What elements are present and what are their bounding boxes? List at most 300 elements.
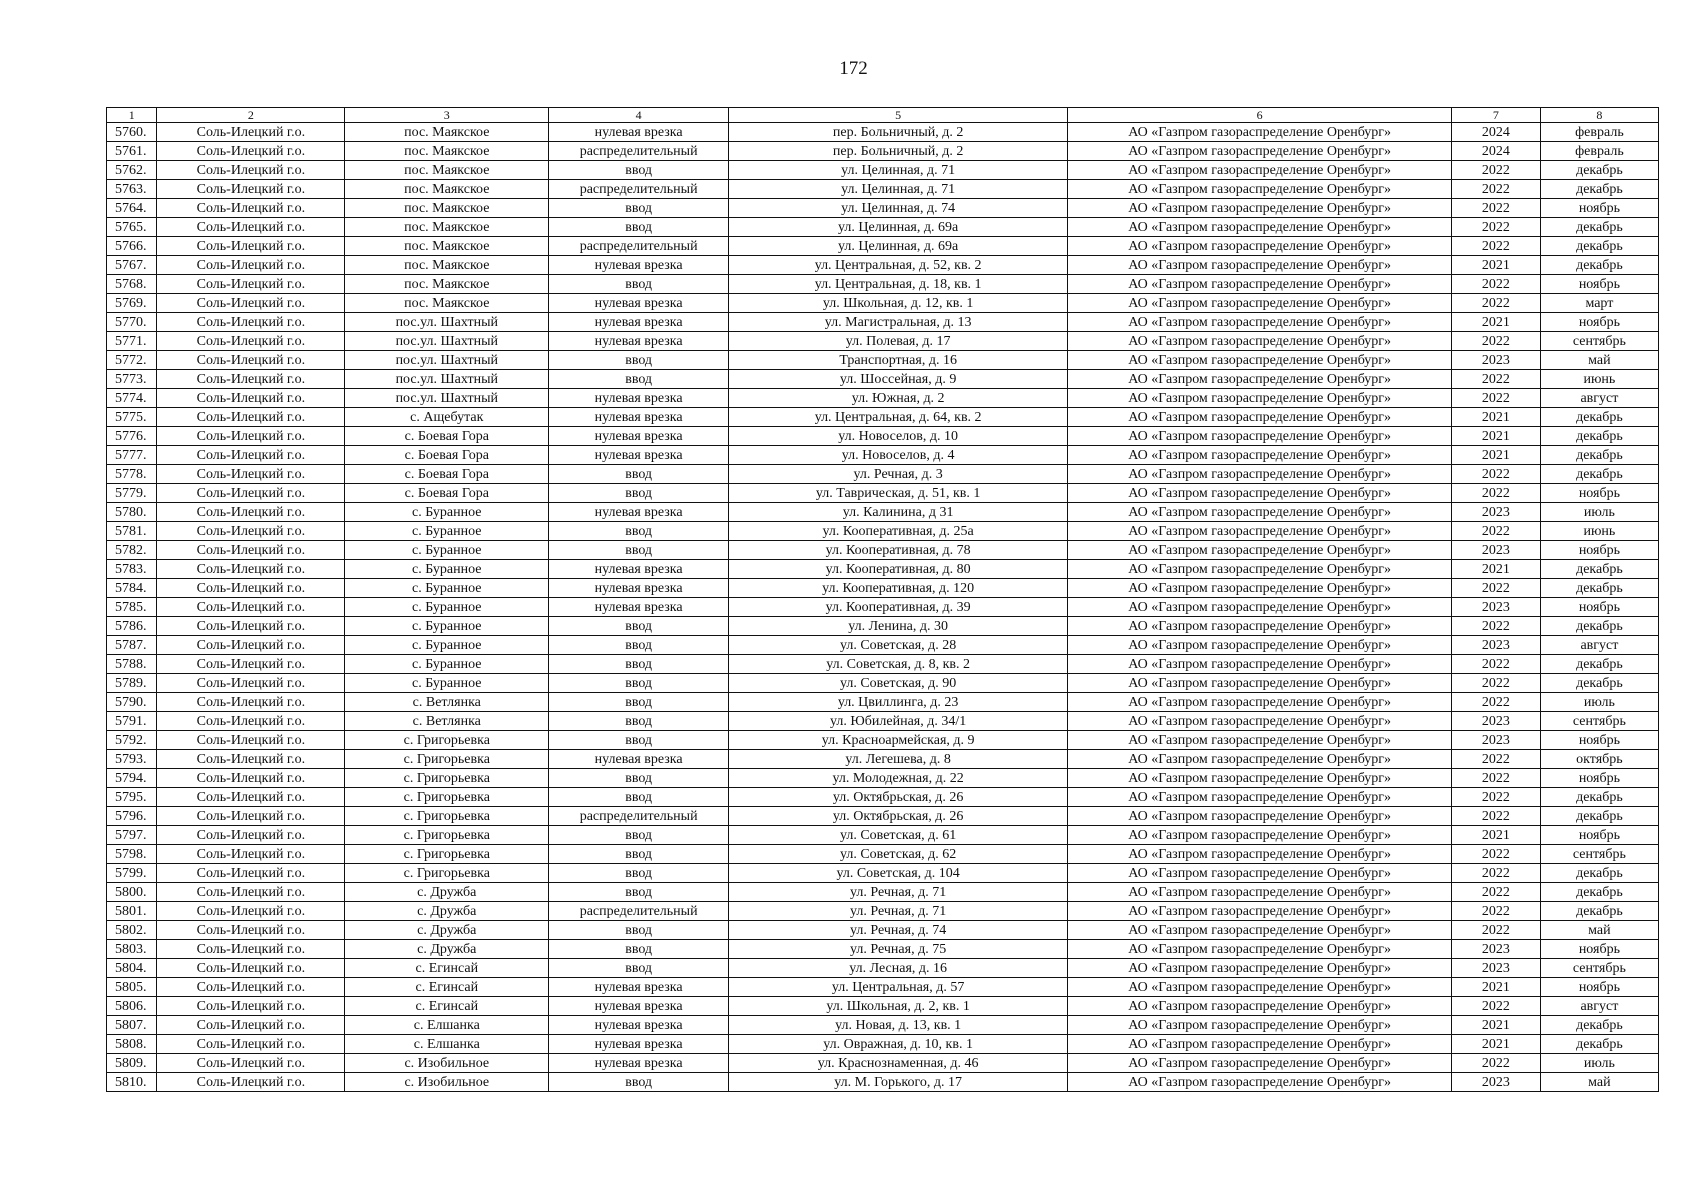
table-row	[107, 313, 1659, 332]
table-cell: 5767.	[107, 256, 157, 275]
table-cell: 2023	[1451, 731, 1540, 750]
table-cell: ул. Ленина, д. 30	[729, 617, 1068, 636]
table-cell: 2022	[1451, 579, 1540, 598]
table-cell: ул. Целинная, д. 74	[729, 199, 1068, 218]
table-row	[107, 351, 1659, 370]
table-cell: ул. Кооперативная, д. 39	[729, 598, 1068, 617]
table-cell: 2022	[1451, 655, 1540, 674]
table-cell: 5766.	[107, 237, 157, 256]
table-row	[107, 218, 1659, 237]
table-cell: Соль-Илецкий г.о.	[157, 788, 345, 807]
table-cell: Соль-Илецкий г.о.	[157, 560, 345, 579]
table-cell: ввод	[549, 636, 729, 655]
table-row	[107, 959, 1659, 978]
table-row	[107, 560, 1659, 579]
table-row	[107, 180, 1659, 199]
table-cell: 5761.	[107, 142, 157, 161]
table-cell: Соль-Илецкий г.о.	[157, 294, 345, 313]
table-cell: 5785.	[107, 598, 157, 617]
table-cell: 5770.	[107, 313, 157, 332]
table-row	[107, 845, 1659, 864]
table-cell: распределительный	[549, 902, 729, 921]
table-cell: 2021	[1451, 826, 1540, 845]
table-cell: ввод	[549, 883, 729, 902]
table-cell: 2022	[1451, 921, 1540, 940]
table-cell: ул. Речная, д. 3	[729, 465, 1068, 484]
table-cell: 2022	[1451, 788, 1540, 807]
table-cell: ул. Магистральная, д. 13	[729, 313, 1068, 332]
table-cell: 5788.	[107, 655, 157, 674]
table-cell: Соль-Илецкий г.о.	[157, 237, 345, 256]
table-cell: с. Буранное	[345, 503, 549, 522]
table-cell: Соль-Илецкий г.о.	[157, 123, 345, 142]
table-cell: 5764.	[107, 199, 157, 218]
table-cell: 5773.	[107, 370, 157, 389]
table-row	[107, 997, 1659, 1016]
table-row	[107, 522, 1659, 541]
table-row	[107, 693, 1659, 712]
table-body	[107, 123, 1659, 1092]
table-cell: пос. Маякское	[345, 218, 549, 237]
table-row	[107, 579, 1659, 598]
table-cell: с. Ветлянка	[345, 712, 549, 731]
table-cell: 5780.	[107, 503, 157, 522]
table-cell: АО «Газпром газораспределение Оренбург»	[1068, 484, 1452, 503]
table-cell: с. Буранное	[345, 541, 549, 560]
table-row	[107, 883, 1659, 902]
table-cell: ул. Центральная, д. 18, кв. 1	[729, 275, 1068, 294]
table-cell: ввод	[549, 522, 729, 541]
table-cell: 2021	[1451, 313, 1540, 332]
table-cell: пер. Больничный, д. 2	[729, 142, 1068, 161]
table-cell: 5775.	[107, 408, 157, 427]
table-cell: с. Ветлянка	[345, 693, 549, 712]
table-cell: Соль-Илецкий г.о.	[157, 1073, 345, 1092]
table-cell: декабрь	[1540, 674, 1658, 693]
table-cell: Соль-Илецкий г.о.	[157, 180, 345, 199]
table-cell: пос.ул. Шахтный	[345, 313, 549, 332]
table-row	[107, 541, 1659, 560]
table-cell: ул. Центральная, д. 52, кв. 2	[729, 256, 1068, 275]
table-cell: 2022	[1451, 484, 1540, 503]
table-cell: 2022	[1451, 294, 1540, 313]
table-cell: 2022	[1451, 218, 1540, 237]
table-cell: Соль-Илецкий г.о.	[157, 389, 345, 408]
table-cell: Соль-Илецкий г.о.	[157, 921, 345, 940]
table-cell: 2024	[1451, 123, 1540, 142]
table-cell: нулевая врезка	[549, 1016, 729, 1035]
table-cell: Соль-Илецкий г.о.	[157, 218, 345, 237]
table-cell: с. Григорьевка	[345, 769, 549, 788]
table-cell: ввод	[549, 940, 729, 959]
table-cell: 5810.	[107, 1073, 157, 1092]
table-cell: 5789.	[107, 674, 157, 693]
table-cell: АО «Газпром газораспределение Оренбург»	[1068, 1073, 1452, 1092]
table-cell: ул. Октябрьская, д. 26	[729, 807, 1068, 826]
table-cell: АО «Газпром газораспределение Оренбург»	[1068, 389, 1452, 408]
table-cell: 5793.	[107, 750, 157, 769]
table-cell: 5795.	[107, 788, 157, 807]
table-cell: АО «Газпром газораспределение Оренбург»	[1068, 1035, 1452, 1054]
table-cell: ул. Советская, д. 28	[729, 636, 1068, 655]
table-cell: 5768.	[107, 275, 157, 294]
table-row	[107, 674, 1659, 693]
table-cell: 2021	[1451, 1035, 1540, 1054]
table-row	[107, 389, 1659, 408]
table-cell: ул. Советская, д. 90	[729, 674, 1068, 693]
table-cell: ноябрь	[1540, 731, 1658, 750]
table-row	[107, 826, 1659, 845]
table-cell: Соль-Илецкий г.о.	[157, 1035, 345, 1054]
table-cell: 2022	[1451, 199, 1540, 218]
table-cell: АО «Газпром газораспределение Оренбург»	[1068, 921, 1452, 940]
table-cell: ноябрь	[1540, 769, 1658, 788]
table-cell: Соль-Илецкий г.о.	[157, 465, 345, 484]
table-cell: с. Григорьевка	[345, 750, 549, 769]
table-cell: ввод	[549, 826, 729, 845]
table-row	[107, 237, 1659, 256]
table-row	[107, 275, 1659, 294]
table-cell: АО «Газпром газораспределение Оренбург»	[1068, 465, 1452, 484]
table-cell: ул. Речная, д. 71	[729, 883, 1068, 902]
table-cell: АО «Газпром газораспределение Оренбург»	[1068, 522, 1452, 541]
table-cell: 2023	[1451, 959, 1540, 978]
table-cell: нулевая врезка	[549, 978, 729, 997]
column-header: 7	[1451, 108, 1540, 123]
table-cell: сентябрь	[1540, 712, 1658, 731]
table-cell: 2023	[1451, 712, 1540, 731]
table-row	[107, 484, 1659, 503]
column-header: 2	[157, 108, 345, 123]
table-cell: АО «Газпром газораспределение Оренбург»	[1068, 370, 1452, 389]
table-cell: 2022	[1451, 674, 1540, 693]
table-cell: АО «Газпром газораспределение Оренбург»	[1068, 750, 1452, 769]
table-cell: ул. Речная, д. 75	[729, 940, 1068, 959]
table-row	[107, 940, 1659, 959]
table-cell: распределительный	[549, 807, 729, 826]
table-cell: 2023	[1451, 351, 1540, 370]
table-cell: с. Боевая Гора	[345, 427, 549, 446]
table-cell: АО «Газпром газораспределение Оренбург»	[1068, 845, 1452, 864]
table-cell: АО «Газпром газораспределение Оренбург»	[1068, 959, 1452, 978]
table-cell: Соль-Илецкий г.о.	[157, 864, 345, 883]
table-cell: 2022	[1451, 370, 1540, 389]
table-cell: 2022	[1451, 389, 1540, 408]
table-cell: 2022	[1451, 807, 1540, 826]
column-header: 4	[549, 108, 729, 123]
table-cell: декабрь	[1540, 1035, 1658, 1054]
table-cell: АО «Газпром газораспределение Оренбург»	[1068, 1016, 1452, 1035]
table-cell: 2023	[1451, 636, 1540, 655]
table-row	[107, 503, 1659, 522]
table-cell: нулевая врезка	[549, 294, 729, 313]
table-cell: с. Елшанка	[345, 1016, 549, 1035]
table-cell: 2023	[1451, 1073, 1540, 1092]
table-cell: 5772.	[107, 351, 157, 370]
table-row	[107, 256, 1659, 275]
table-cell: ввод	[549, 161, 729, 180]
table-cell: с. Буранное	[345, 560, 549, 579]
table-cell: 2022	[1451, 161, 1540, 180]
table-cell: с. Дружба	[345, 902, 549, 921]
table-cell: ноябрь	[1540, 598, 1658, 617]
table-cell: 5792.	[107, 731, 157, 750]
table-cell: Соль-Илецкий г.о.	[157, 769, 345, 788]
table-cell: АО «Газпром газораспределение Оренбург»	[1068, 674, 1452, 693]
table-cell: ул. Целинная, д. 69а	[729, 237, 1068, 256]
table-cell: 5803.	[107, 940, 157, 959]
table-cell: с. Егинсай	[345, 997, 549, 1016]
table-cell: 5769.	[107, 294, 157, 313]
table-cell: Соль-Илецкий г.о.	[157, 693, 345, 712]
table-cell: июнь	[1540, 522, 1658, 541]
table-cell: пер. Больничный, д. 2	[729, 123, 1068, 142]
table-cell: 2022	[1451, 1054, 1540, 1073]
table-cell: ввод	[549, 199, 729, 218]
table-row	[107, 142, 1659, 161]
table-cell: с. Егинсай	[345, 978, 549, 997]
table-cell: с. Буранное	[345, 598, 549, 617]
table-cell: ноябрь	[1540, 978, 1658, 997]
table-row	[107, 750, 1659, 769]
table-cell: нулевая врезка	[549, 1035, 729, 1054]
table-row	[107, 598, 1659, 617]
table-cell: ввод	[549, 769, 729, 788]
table-cell: пос.ул. Шахтный	[345, 332, 549, 351]
table-cell: 5799.	[107, 864, 157, 883]
table-cell: 5806.	[107, 997, 157, 1016]
table-cell: декабрь	[1540, 864, 1658, 883]
table-cell: 5798.	[107, 845, 157, 864]
table-row	[107, 807, 1659, 826]
table-cell: ул. Кооперативная, д. 80	[729, 560, 1068, 579]
table-row	[107, 446, 1659, 465]
table-cell: ввод	[549, 541, 729, 560]
table-cell: 2022	[1451, 845, 1540, 864]
table-row	[107, 1073, 1659, 1092]
table-cell: Соль-Илецкий г.о.	[157, 161, 345, 180]
table-cell: Соль-Илецкий г.о.	[157, 1016, 345, 1035]
table-cell: АО «Газпром газораспределение Оренбург»	[1068, 940, 1452, 959]
table-cell: Соль-Илецкий г.о.	[157, 484, 345, 503]
table-cell: ул. Краснознаменная, д. 46	[729, 1054, 1068, 1073]
table-row	[107, 1016, 1659, 1035]
table-cell: 2022	[1451, 750, 1540, 769]
table-cell: ул. М. Горького, д. 17	[729, 1073, 1068, 1092]
table-row	[107, 199, 1659, 218]
table-cell: ул. Центральная, д. 64, кв. 2	[729, 408, 1068, 427]
table-cell: нулевая врезка	[549, 446, 729, 465]
table-cell: ноябрь	[1540, 826, 1658, 845]
table-cell: АО «Газпром газораспределение Оренбург»	[1068, 731, 1452, 750]
table-cell: с. Григорьевка	[345, 845, 549, 864]
table-row	[107, 864, 1659, 883]
table-cell: 2022	[1451, 332, 1540, 351]
table-cell: май	[1540, 1073, 1658, 1092]
table-cell: 2022	[1451, 522, 1540, 541]
table-cell: Соль-Илецкий г.о.	[157, 807, 345, 826]
table-row	[107, 902, 1659, 921]
table-cell: 5771.	[107, 332, 157, 351]
table-row	[107, 427, 1659, 446]
table-cell: АО «Газпром газораспределение Оренбург»	[1068, 256, 1452, 275]
table-cell: АО «Газпром газораспределение Оренбург»	[1068, 199, 1452, 218]
table-cell: 2023	[1451, 598, 1540, 617]
table-cell: февраль	[1540, 123, 1658, 142]
table-cell: 2021	[1451, 978, 1540, 997]
table-cell: ул. Речная, д. 71	[729, 902, 1068, 921]
table-cell: 5809.	[107, 1054, 157, 1073]
table-cell: пос.ул. Шахтный	[345, 389, 549, 408]
table-cell: АО «Газпром газораспределение Оренбург»	[1068, 294, 1452, 313]
table-cell: ул. Калинина, д 31	[729, 503, 1068, 522]
table-cell: нулевая врезка	[549, 560, 729, 579]
table-cell: пос. Маякское	[345, 180, 549, 199]
table-cell: ул. Школьная, д. 12, кв. 1	[729, 294, 1068, 313]
table-cell: АО «Газпром газораспределение Оренбург»	[1068, 541, 1452, 560]
table-cell: май	[1540, 351, 1658, 370]
table-cell: 2021	[1451, 408, 1540, 427]
table-cell: декабрь	[1540, 180, 1658, 199]
table-cell: декабрь	[1540, 617, 1658, 636]
table-cell: Соль-Илецкий г.о.	[157, 731, 345, 750]
table-cell: с. Буранное	[345, 522, 549, 541]
table-cell: ул. Советская, д. 61	[729, 826, 1068, 845]
table-cell: Соль-Илецкий г.о.	[157, 313, 345, 332]
table-cell: 5807.	[107, 1016, 157, 1035]
table-cell: ввод	[549, 370, 729, 389]
table-cell: июль	[1540, 503, 1658, 522]
table-cell: 2021	[1451, 560, 1540, 579]
table-cell: июль	[1540, 693, 1658, 712]
table-cell: Соль-Илецкий г.о.	[157, 598, 345, 617]
table-cell: пос. Маякское	[345, 123, 549, 142]
table-cell: ноябрь	[1540, 313, 1658, 332]
table-cell: ввод	[549, 921, 729, 940]
table-cell: 5805.	[107, 978, 157, 997]
table-cell: ул. Южная, д. 2	[729, 389, 1068, 408]
table-cell: 5797.	[107, 826, 157, 845]
table-cell: 5804.	[107, 959, 157, 978]
table-cell: 5762.	[107, 161, 157, 180]
table-cell: АО «Газпром газораспределение Оренбург»	[1068, 408, 1452, 427]
table-cell: Соль-Илецкий г.о.	[157, 674, 345, 693]
table-cell: пос. Маякское	[345, 199, 549, 218]
table-cell: пос. Маякское	[345, 142, 549, 161]
table-cell: Соль-Илецкий г.о.	[157, 427, 345, 446]
table-cell: ввод	[549, 218, 729, 237]
table-cell: 5790.	[107, 693, 157, 712]
table-cell: с. Боевая Гора	[345, 484, 549, 503]
table-row	[107, 788, 1659, 807]
table-cell: Соль-Илецкий г.о.	[157, 617, 345, 636]
table-cell: ввод	[549, 959, 729, 978]
table-cell: ул. Кооперативная, д. 25а	[729, 522, 1068, 541]
table-cell: Соль-Илецкий г.о.	[157, 940, 345, 959]
table-cell: 2022	[1451, 237, 1540, 256]
table-cell: Соль-Илецкий г.о.	[157, 636, 345, 655]
table-cell: АО «Газпром газораспределение Оренбург»	[1068, 997, 1452, 1016]
table-cell: Соль-Илецкий г.о.	[157, 655, 345, 674]
table-cell: АО «Газпром газораспределение Оренбург»	[1068, 560, 1452, 579]
table-cell: 5800.	[107, 883, 157, 902]
table-cell: август	[1540, 389, 1658, 408]
table-cell: 2022	[1451, 693, 1540, 712]
table-cell: 2022	[1451, 864, 1540, 883]
table-cell: АО «Газпром газораспределение Оренбург»	[1068, 978, 1452, 997]
table-cell: нулевая врезка	[549, 503, 729, 522]
table-cell: с. Григорьевка	[345, 731, 549, 750]
column-header: 5	[729, 108, 1068, 123]
table-cell: Соль-Илецкий г.о.	[157, 332, 345, 351]
table-cell: АО «Газпром газораспределение Оренбург»	[1068, 693, 1452, 712]
table-cell: ул. Молодежная, д. 22	[729, 769, 1068, 788]
table-cell: с. Дружба	[345, 940, 549, 959]
table-cell: АО «Газпром газораспределение Оренбург»	[1068, 883, 1452, 902]
table-row	[107, 769, 1659, 788]
table-cell: пос. Маякское	[345, 256, 549, 275]
table-cell: ввод	[549, 275, 729, 294]
table-cell: с. Буранное	[345, 579, 549, 598]
table-cell: с. Григорьевка	[345, 826, 549, 845]
table-cell: июль	[1540, 1054, 1658, 1073]
table-cell: пос. Маякское	[345, 161, 549, 180]
table-row	[107, 123, 1659, 142]
table-cell: нулевая врезка	[549, 256, 729, 275]
table-row	[107, 1035, 1659, 1054]
table-cell: Соль-Илецкий г.о.	[157, 541, 345, 560]
table-cell: декабрь	[1540, 579, 1658, 598]
table-cell: сентябрь	[1540, 845, 1658, 864]
table-cell: ул. Кооперативная, д. 78	[729, 541, 1068, 560]
table-cell: 2021	[1451, 256, 1540, 275]
table-row	[107, 655, 1659, 674]
table-cell: Соль-Илецкий г.о.	[157, 370, 345, 389]
table-cell: пос. Маякское	[345, 237, 549, 256]
table-cell: май	[1540, 921, 1658, 940]
table-cell: АО «Газпром газораспределение Оренбург»	[1068, 769, 1452, 788]
table-cell: декабрь	[1540, 883, 1658, 902]
table-cell: 5801.	[107, 902, 157, 921]
table-cell: Соль-Илецкий г.о.	[157, 1054, 345, 1073]
table-cell: АО «Газпром газораспределение Оренбург»	[1068, 712, 1452, 731]
table-cell: декабрь	[1540, 161, 1658, 180]
table-cell: ввод	[549, 655, 729, 674]
table-cell: ввод	[549, 1073, 729, 1092]
table-cell: АО «Газпром газораспределение Оренбург»	[1068, 864, 1452, 883]
table-cell: 5779.	[107, 484, 157, 503]
table-cell: с. Егинсай	[345, 959, 549, 978]
table-cell: декабрь	[1540, 218, 1658, 237]
table-row	[107, 712, 1659, 731]
table-cell: пос.ул. Шахтный	[345, 370, 549, 389]
table-cell: распределительный	[549, 237, 729, 256]
table-cell: нулевая врезка	[549, 579, 729, 598]
table-cell: ввод	[549, 731, 729, 750]
table-cell: октябрь	[1540, 750, 1658, 769]
table-cell: 2022	[1451, 465, 1540, 484]
column-header: 6	[1068, 108, 1452, 123]
table-cell: 2021	[1451, 427, 1540, 446]
table-cell: Соль-Илецкий г.о.	[157, 408, 345, 427]
table-cell: ул. Кооперативная, д. 120	[729, 579, 1068, 598]
table-cell: 2021	[1451, 446, 1540, 465]
table-cell: ввод	[549, 674, 729, 693]
table-cell: АО «Газпром газораспределение Оренбург»	[1068, 161, 1452, 180]
table-cell: Соль-Илецкий г.о.	[157, 275, 345, 294]
table-cell: АО «Газпром газораспределение Оренбург»	[1068, 617, 1452, 636]
table-cell: АО «Газпром газораспределение Оренбург»	[1068, 902, 1452, 921]
